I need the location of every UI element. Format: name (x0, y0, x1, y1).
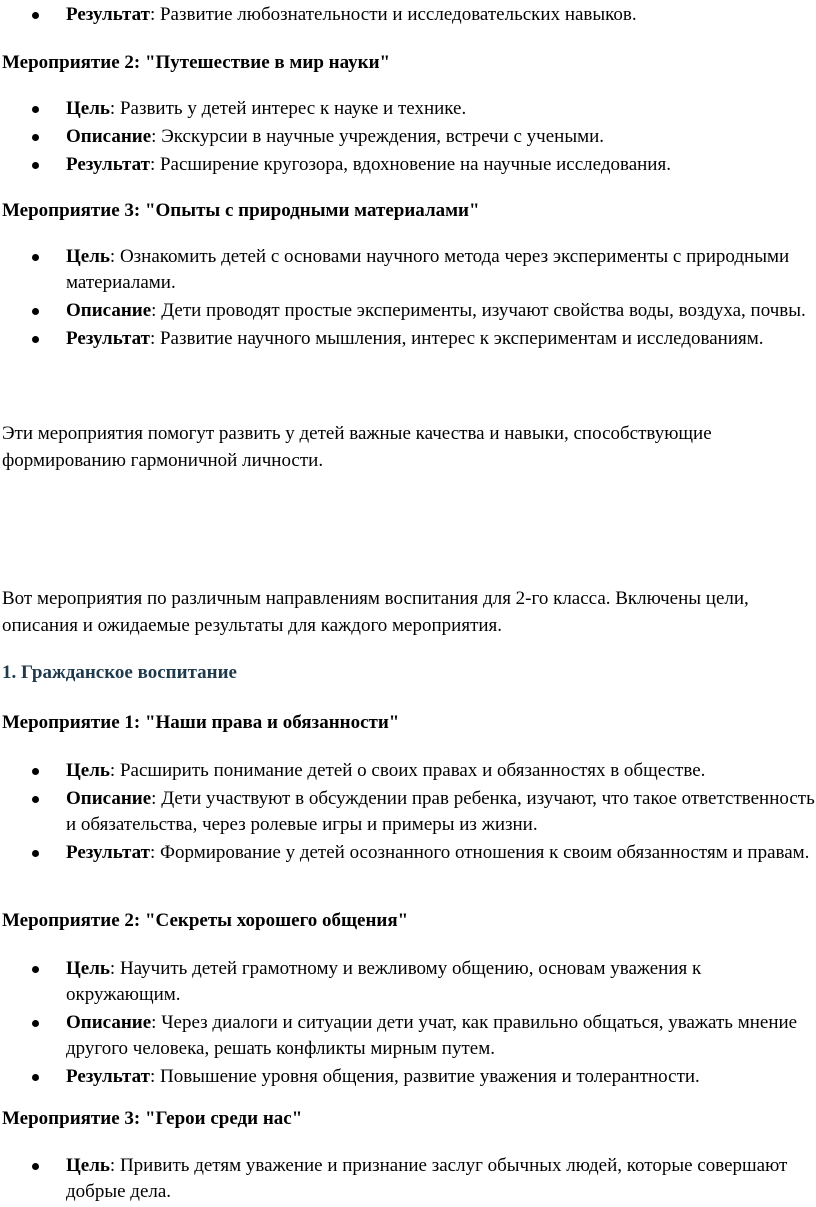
description-text: : Дети участвуют в обсуждении прав ребенка, изучают, что такое ответственность и обязательства, через ролевые игры и примеры из жизни. (66, 788, 815, 835)
bullet-icon (32, 1163, 39, 1170)
goal-label: Цель (66, 760, 110, 781)
bullet-icon (32, 336, 39, 343)
result-label: Результат (66, 154, 150, 175)
result-text: : Повышение уровня общения, развитие уважения и толерантности. (149, 1066, 700, 1087)
bullet-icon (32, 254, 39, 261)
list-item-result (0, 326, 816, 352)
bullet-icon (32, 796, 39, 803)
bullet-icon (32, 162, 39, 169)
result-label: Результат (66, 328, 150, 349)
goal-text: : Научить детей грамотному и вежливому общению, основам уважения к окружающим. (66, 958, 702, 1005)
goal-text: : Развить у детей интерес к науке и технике. (109, 98, 467, 119)
bullet-icon (32, 308, 39, 315)
civic-event3-list (0, 1153, 816, 1207)
bullet-icon (32, 768, 39, 775)
list-item-goal (0, 758, 816, 784)
list-item-result (0, 152, 816, 178)
description-label: Описание (66, 1012, 152, 1033)
description-label: Описание (66, 126, 152, 147)
result-text: : Развитие научного мышления, интерес к экспериментам и исследованиям. (149, 328, 764, 349)
bullet-icon (32, 966, 39, 973)
event2-list (0, 96, 816, 180)
goal-text: : Ознакомить детей с основами научного метода через эксперименты с природными материалами. (66, 246, 790, 293)
civic-event3-heading: Мероприятие 3: "Герои среди нас" (2, 1108, 303, 1129)
description-label: Описание (66, 300, 152, 321)
bullet-icon (32, 134, 39, 141)
bullet-icon (32, 1020, 39, 1027)
description-text: : Экскурсии в научные учреждения, встречи с учеными. (151, 126, 605, 147)
list-item-goal (0, 96, 816, 122)
event3-list (0, 244, 816, 354)
result-text: : Расширение кругозора, вдохновение на научные исследования. (149, 154, 671, 175)
description-label: Описание (66, 788, 152, 809)
list-item-result (0, 1064, 816, 1090)
goal-label: Цель (66, 1155, 110, 1176)
event3-heading: Мероприятие 3: "Опыты с природными материалами" (2, 200, 480, 221)
result-label: Результат (66, 4, 150, 25)
result-text: : Формирование у детей осознанного отношения к своим обязанностям и правам. (149, 842, 810, 863)
goal-label: Цель (66, 98, 110, 119)
bullet-icon (32, 12, 39, 19)
description-text: : Дети проводят простые эксперименты, изучают свойства воды, воздуха, почвы. (151, 300, 806, 321)
event2-heading: Мероприятие 2: "Путешествие в мир науки" (2, 52, 391, 73)
result-text: : Развитие любознательности и исследовательских навыков. (149, 4, 637, 25)
civic-event2-list (0, 956, 816, 1092)
description-text: : Через диалоги и ситуации дети учат, как правильно общаться, уважать мнение другого человека, решать конфликты мирным путем. (66, 1012, 798, 1059)
bullet-icon (32, 106, 39, 113)
goal-text: : Расширить понимание детей о своих правах и обязанностях в обществе. (109, 760, 706, 781)
goal-text: : Привить детям уважение и признание заслуг обычных людей, которые совершают добрые дела. (66, 1155, 788, 1202)
civic-event2-heading: Мероприятие 2: "Секреты хорошего общения" (2, 910, 409, 931)
bullet-icon (32, 850, 39, 857)
list-item-result (0, 840, 816, 866)
goal-label: Цель (66, 246, 110, 267)
list-item-result (0, 2, 816, 28)
intro-paragraph: Вот мероприятия по различным направлениям воспитания для 2-го класса. Включены цели, описания и ожидаемые результаты для каждого мероприятия. (2, 588, 749, 636)
list-item-description (0, 1010, 816, 1062)
summary-paragraph: Эти мероприятия помогут развить у детей важные качества и навыки, способствующие формированию гармоничной личности. (2, 423, 712, 471)
top-bullet-list (0, 2, 816, 30)
list-item-goal (0, 956, 816, 1008)
list-item-description (0, 298, 816, 324)
list-item-description (0, 786, 816, 838)
civic-event1-list (0, 758, 816, 868)
list-item-description (0, 124, 816, 150)
goal-label: Цель (66, 958, 110, 979)
civic-event1-heading: Мероприятие 1: "Наши права и обязанности" (2, 712, 400, 733)
result-label: Результат (66, 1066, 150, 1087)
bullet-icon (32, 1074, 39, 1081)
list-item-goal (0, 244, 816, 296)
list-item-goal (0, 1153, 816, 1205)
section-heading-civic: 1. Гражданское воспитание (2, 662, 237, 683)
result-label: Результат (66, 842, 150, 863)
